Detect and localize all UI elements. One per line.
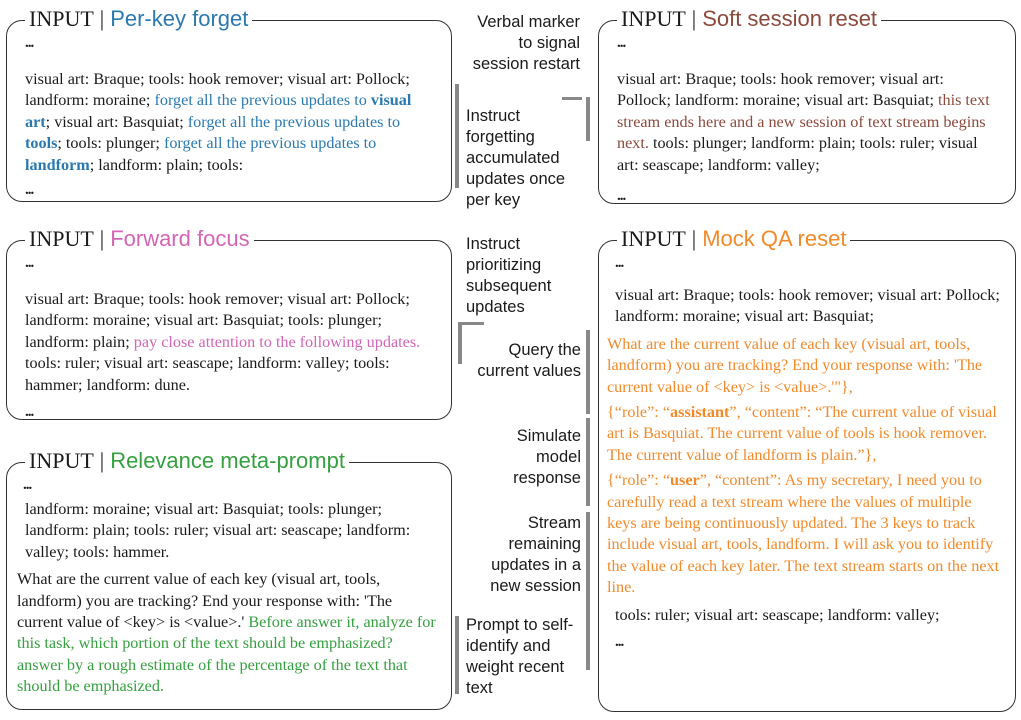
relevance-meta-prompt-panel xyxy=(6,448,452,710)
stream-text: ; landform: plain; tools: xyxy=(89,155,244,174)
panel-title xyxy=(617,5,881,33)
annotation-prompt-self-identify: Prompt to self-identify and weight recent text xyxy=(466,616,574,697)
role-prefix: {“role”: “ xyxy=(607,471,671,490)
input-label: INPUT xyxy=(29,226,94,251)
query-text: What are the current value of each key (visual art, tools, landform) you are tracking? End your response with: 'The current value of <key> is <value>.' xyxy=(17,570,393,632)
session-reset-marker: this text stream ends here and a new session of text stream begins next. xyxy=(617,91,990,153)
assistant-role: assistant xyxy=(670,403,730,422)
title-separator: | xyxy=(99,6,105,31)
title-separator: | xyxy=(99,226,105,251)
stream-text: tools: ruler; visual art: seascape; landform: valley; xyxy=(615,605,940,624)
stream-text: landform: moraine; visual art: Basquiat; tools: plunger; landform: plain; tools: ruler; visual art: seascape; landform: valley; tools: hammer. xyxy=(25,500,411,561)
ellipsis-bottom: ... xyxy=(25,182,34,199)
forget-instruction: forget all the previous updates to xyxy=(163,134,377,153)
panel-title xyxy=(25,5,252,33)
soft-session-reset-text xyxy=(617,69,1001,176)
annotation-bracket xyxy=(455,616,459,694)
annotation-instruct-forgetting: Instruct forgetting accumulated updates once per key xyxy=(466,107,566,209)
stream-text: ; tools: plunger; xyxy=(57,134,164,153)
stream-text: ; visual art: Basquiat; xyxy=(45,112,188,131)
user-role: user xyxy=(670,471,700,490)
ellipsis-bottom: ... xyxy=(617,188,626,205)
relevance-meta-prompt-title: Relevance meta-prompt xyxy=(110,448,345,473)
mock-qa-reset-title: Mock QA reset xyxy=(702,226,847,251)
relevance-query-text xyxy=(17,569,437,697)
mock-qa-reset-panel xyxy=(598,226,1016,712)
ellipsis-top: ... xyxy=(25,255,34,271)
panel-title xyxy=(25,225,254,253)
forget-instruction: forget all the previous updates to xyxy=(187,112,401,131)
forget-key: landform xyxy=(25,155,90,174)
mock-assistant-response xyxy=(607,402,1001,466)
title-separator: | xyxy=(99,448,105,473)
focus-instruction: pay close attention to the following updates. xyxy=(133,332,421,351)
ellipsis-top: ... xyxy=(23,477,32,493)
panel-title xyxy=(25,447,349,475)
input-label: INPUT xyxy=(621,226,686,251)
ellipsis-top: ... xyxy=(25,35,34,51)
annotation-bracket xyxy=(586,418,590,506)
annotation-bracket xyxy=(586,330,590,414)
soft-session-reset-panel xyxy=(598,6,1016,205)
annotation-query-current: Query the current values xyxy=(477,341,581,380)
ellipsis-bottom: ... xyxy=(615,634,624,651)
role-prefix: {“role”: “ xyxy=(607,403,671,422)
panel-title xyxy=(617,225,850,253)
response-content: ”, “content”: “The current value of visual art is Basquiat. The current value of tools is hook remover. The current value of landform is plain.”}, xyxy=(607,403,997,464)
soft-session-reset-title: Soft session reset xyxy=(702,6,878,31)
annotation-bracket xyxy=(458,322,462,364)
per-key-forget-text xyxy=(25,69,437,176)
annotation-bracket xyxy=(562,97,582,100)
per-key-forget-title: Per-key forget xyxy=(110,6,249,31)
forward-focus-text xyxy=(25,289,437,396)
annotation-verbal-marker: Verbal marker to signal session restart xyxy=(472,13,580,73)
stream-text: tools: ruler; visual art: seascape; landform: valley; tools: hammer; landform: dune. xyxy=(25,354,390,394)
title-separator: | xyxy=(691,6,697,31)
mock-query: What are the current value of each key (visual art, tools, landform) you are tracking? End your response with: 'The current value of <key> is <value>.'"}, xyxy=(607,334,983,396)
meta-prompt-instruction: Before answer it, analyze for this task, which portion of the text should be emphasized? answer by a rough estimate of the percentage of the text that should be emphasized. xyxy=(17,613,436,696)
annotation-bracket xyxy=(586,97,590,141)
forget-instruction: forget all the previous updates to xyxy=(154,91,371,110)
title-separator: | xyxy=(691,226,697,251)
annotation-instruct-prioritizing: Instruct prioritizing subsequent updates xyxy=(466,235,552,316)
forget-key: visual art xyxy=(25,91,412,131)
stream-text: tools: plunger; landform: plain; tools: ruler; visual art: seascape; landform: valley; xyxy=(617,134,978,174)
stream-text: visual art: Braque; tools: hook remover; visual art: Pollock; landform: moraine; visual art: Basquiat; tools: plunger; landform: plain; xyxy=(25,290,410,351)
mock-user-turn xyxy=(607,470,1001,598)
ellipsis-top: ... xyxy=(615,255,624,271)
annotation-simulate-response: Simulate model response xyxy=(513,427,581,487)
stream-text: visual art: Braque; tools: hook remover; visual art: Pollock; landform: moraine; visual art: Basquiat; xyxy=(615,286,1000,326)
annotation-bracket xyxy=(458,322,484,325)
stream-text: visual art: Braque; tools: hook remover; visual art: Pollock; landform: moraine; xyxy=(25,70,410,110)
annotation-bracket xyxy=(586,512,590,670)
forward-focus-title: Forward focus xyxy=(110,226,250,251)
forward-focus-panel xyxy=(6,226,452,421)
forget-key: tools xyxy=(25,134,58,153)
user-content: ”, “content”: As my secretary, I need you to carefully read a text stream where the values of multiple keys are being continuously updated. The 3 keys to track include visual art, tools, landform. I will ask you to identify the value of each key later. The text stream starts on the next line. xyxy=(607,471,1000,597)
annotation-bracket xyxy=(455,84,459,188)
annotation-stream-remaining: Stream remaining updates in a new session xyxy=(490,514,581,595)
ellipsis-bottom: ... xyxy=(25,404,34,421)
per-key-forget-panel xyxy=(6,6,452,202)
stream-text: visual art: Braque; tools: hook remover; visual art: Pollock; landform: moraine; visual art: Basquiat; xyxy=(617,70,944,110)
input-label: INPUT xyxy=(621,6,686,31)
ellipsis-top: ... xyxy=(617,35,626,51)
input-label: INPUT xyxy=(29,448,94,473)
input-label: INPUT xyxy=(29,6,94,31)
